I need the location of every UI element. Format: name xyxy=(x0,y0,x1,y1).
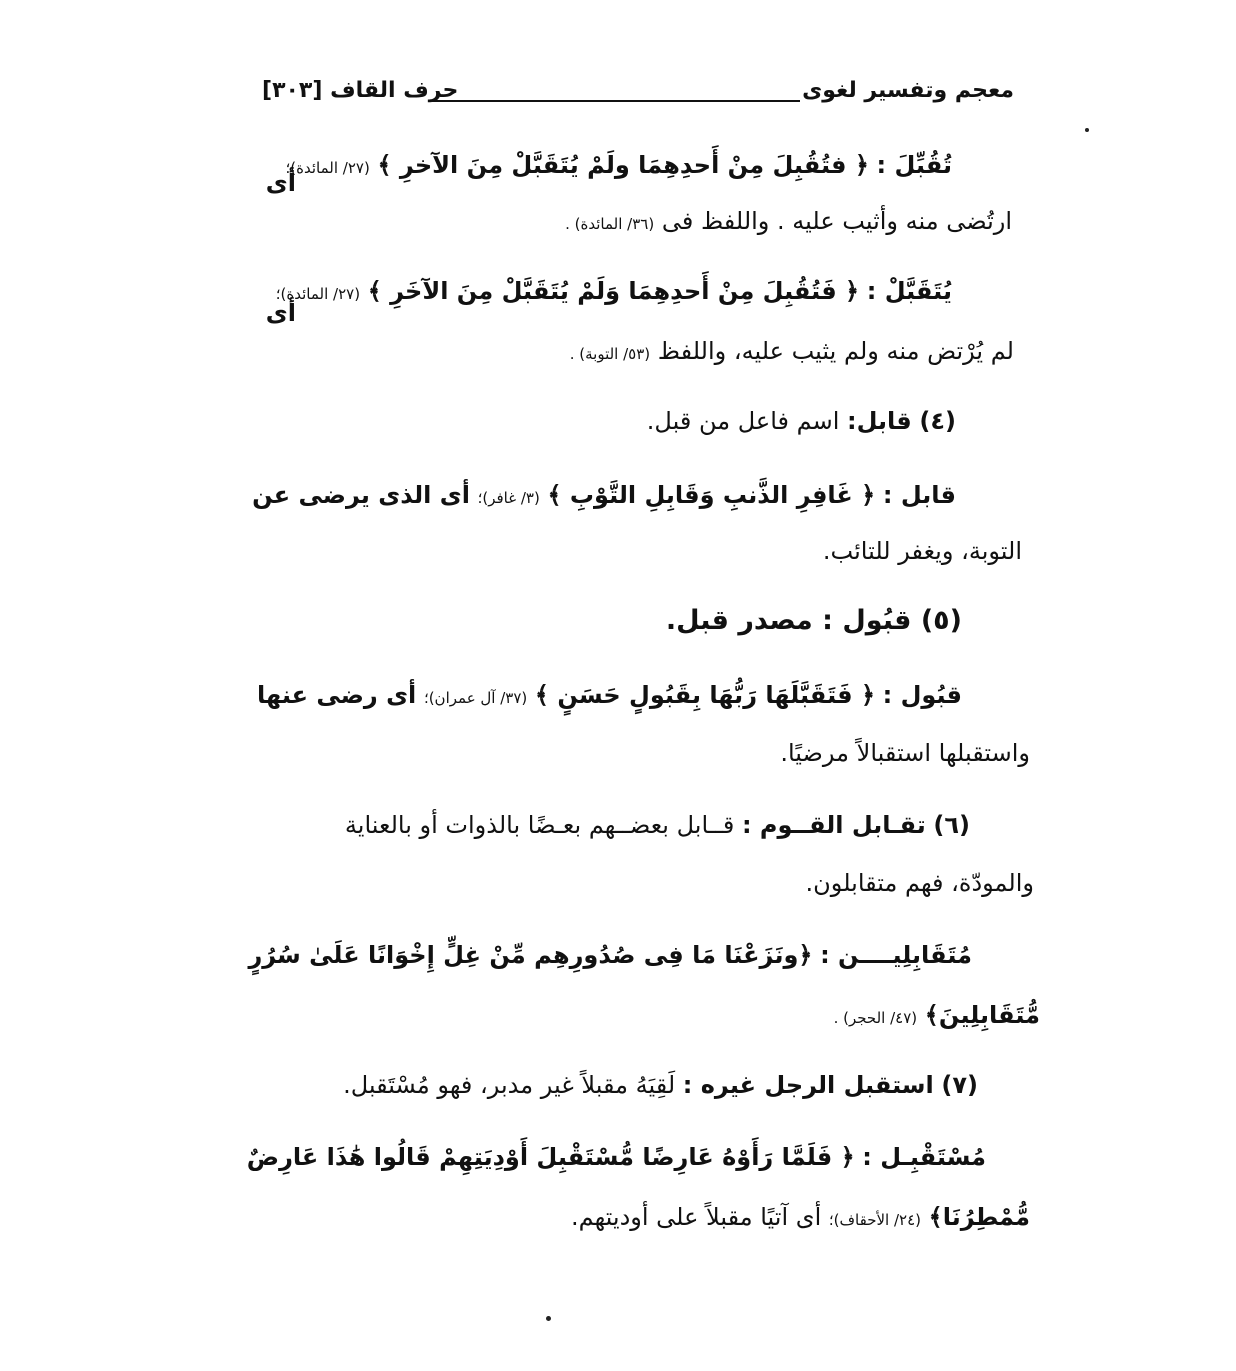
definition-text: والمودّة، فهم متقابلون. xyxy=(805,869,1034,897)
scan-speck xyxy=(1085,128,1089,132)
heading-definition: قــابل بعضــهم بعـضًا بالذوات أو بالعناية xyxy=(344,811,735,839)
entry-term: قبُول : xyxy=(882,681,962,709)
entry-line xyxy=(248,938,972,972)
heading-number: (٤) xyxy=(919,407,956,435)
quran-quote: ﴿ فَتَقَبَّلَهَا رَبُّهَا بِقَبُولٍ حَسَنٍ ﴾ xyxy=(534,681,876,709)
definition-text: واستقبلها استقبالاً مرضيًا. xyxy=(780,739,1030,767)
scan-speck xyxy=(546,1316,551,1321)
definition-text: التوبة، ويغفر للتائب. xyxy=(822,537,1022,565)
entry-tail: أى xyxy=(265,299,296,327)
running-header xyxy=(262,78,1014,118)
entry-term: مُتَقَابِلِيــــن : xyxy=(820,941,972,969)
heading-word: تقـابل القــوم : xyxy=(741,811,926,839)
verse-reference: (٣٦/ المائدة) . xyxy=(565,215,655,233)
verse-reference: (٥٣/ التوبة) . xyxy=(569,345,651,363)
heading-word: استقبل الرجل غيره : xyxy=(682,1071,934,1099)
verse-reference: (٤٧/ الحجر) . xyxy=(833,1009,918,1027)
entry-term: تُقُبِّلَ : xyxy=(876,151,952,179)
section-heading xyxy=(345,808,970,842)
entry-line xyxy=(286,148,952,185)
entry-term: يُتَقَبَّلْ : xyxy=(866,277,952,305)
entry-tail: أى الذى يرضى عن xyxy=(252,481,470,509)
entry-line xyxy=(565,204,1012,241)
page-number: [٣٠٣] xyxy=(262,78,323,103)
entry-line xyxy=(571,1200,1030,1237)
verse-reference: (٣٧/ آل عمران)؛ xyxy=(423,689,528,707)
quran-quote: مُّمْطِرُنَا﴾ xyxy=(928,1203,1030,1231)
entry-tail: أى xyxy=(265,169,296,197)
quran-quote: ﴿ونَزَعْنَا مَا فِى صُدُورِهِم مِّنْ غِلٍّ إِخْوَانًا عَلَىٰ سُرُرٍ xyxy=(248,941,813,969)
definition-text: أى آتيًا مقبلاً على أوديتهم. xyxy=(571,1203,822,1231)
verse-reference: (٢٤/ الأحقاف)؛ xyxy=(828,1211,922,1229)
definition-text: لم يُرْتض منه ولم يثيب عليه، واللفظ xyxy=(657,337,1014,365)
entry-line xyxy=(252,478,956,515)
heading-definition: اسم فاعل من قبل. xyxy=(646,407,840,435)
quran-quote: ﴿ فتُقُبِلَ مِنْ أَحدِهِمَا ولَمْ يُتَقَبَّلْ مِنَ الآخرِ ﴾ xyxy=(377,151,869,179)
entry-line xyxy=(257,678,962,715)
entry-line xyxy=(276,274,952,311)
book-title: معجم وتفسير لغوى xyxy=(802,78,1014,103)
heading-number: (٦) xyxy=(933,811,970,839)
quran-quote: مُّتَقَابِلِينَ﴾ xyxy=(924,1001,1040,1029)
definition-text: ارتُضى منه وأثيب عليه . واللفظ فى xyxy=(661,207,1012,235)
header-rule xyxy=(430,100,800,102)
section-heading xyxy=(343,1068,978,1102)
entry-line xyxy=(247,1140,986,1174)
entry-term: مُسْتَقْبِـل : xyxy=(862,1143,986,1171)
heading-definition: لَقِيَهُ مقبلاً غير مدبر، فهو مُسْتَقبل. xyxy=(343,1071,676,1099)
section-heading xyxy=(647,404,956,438)
entry-line xyxy=(834,998,1040,1035)
section-heading: (٥) قبُول : مصدر قبل. xyxy=(665,605,962,636)
entry-line xyxy=(570,334,1014,371)
quran-quote: ﴿ فَلَمَّا رَأَوْهُ عَارِضًا مُّسْتَقْبِلَ أَوْدِيَتِهِمْ قَالُوا هَٰذَا عَارِضٌ xyxy=(246,1143,855,1171)
quran-quote: ﴿ غَافِرِ الذَّنبِ وَقَابِلِ التَّوْبِ ﴾ xyxy=(547,481,876,509)
quran-quote: ﴿ فَتُقُبِلَ مِنْ أَحدِهِمَا وَلَمْ يُتَقَبَّلْ مِنَ الآخَرِ ﴾ xyxy=(367,277,860,305)
heading-number: (٧) xyxy=(941,1071,978,1099)
header-section xyxy=(262,78,458,103)
section-name: حرف القاف xyxy=(330,78,459,103)
verse-reference: (٣/ غافر)؛ xyxy=(477,489,540,507)
entry-term: قابل : xyxy=(882,481,956,509)
verse-reference: (٢٧/ المائدة)؛ xyxy=(275,285,361,303)
heading-word: قابل: xyxy=(847,407,912,435)
verse-reference: (٢٧/ المائدة)؛ xyxy=(285,159,370,177)
entry-tail: أى رضى عنها xyxy=(257,681,417,709)
